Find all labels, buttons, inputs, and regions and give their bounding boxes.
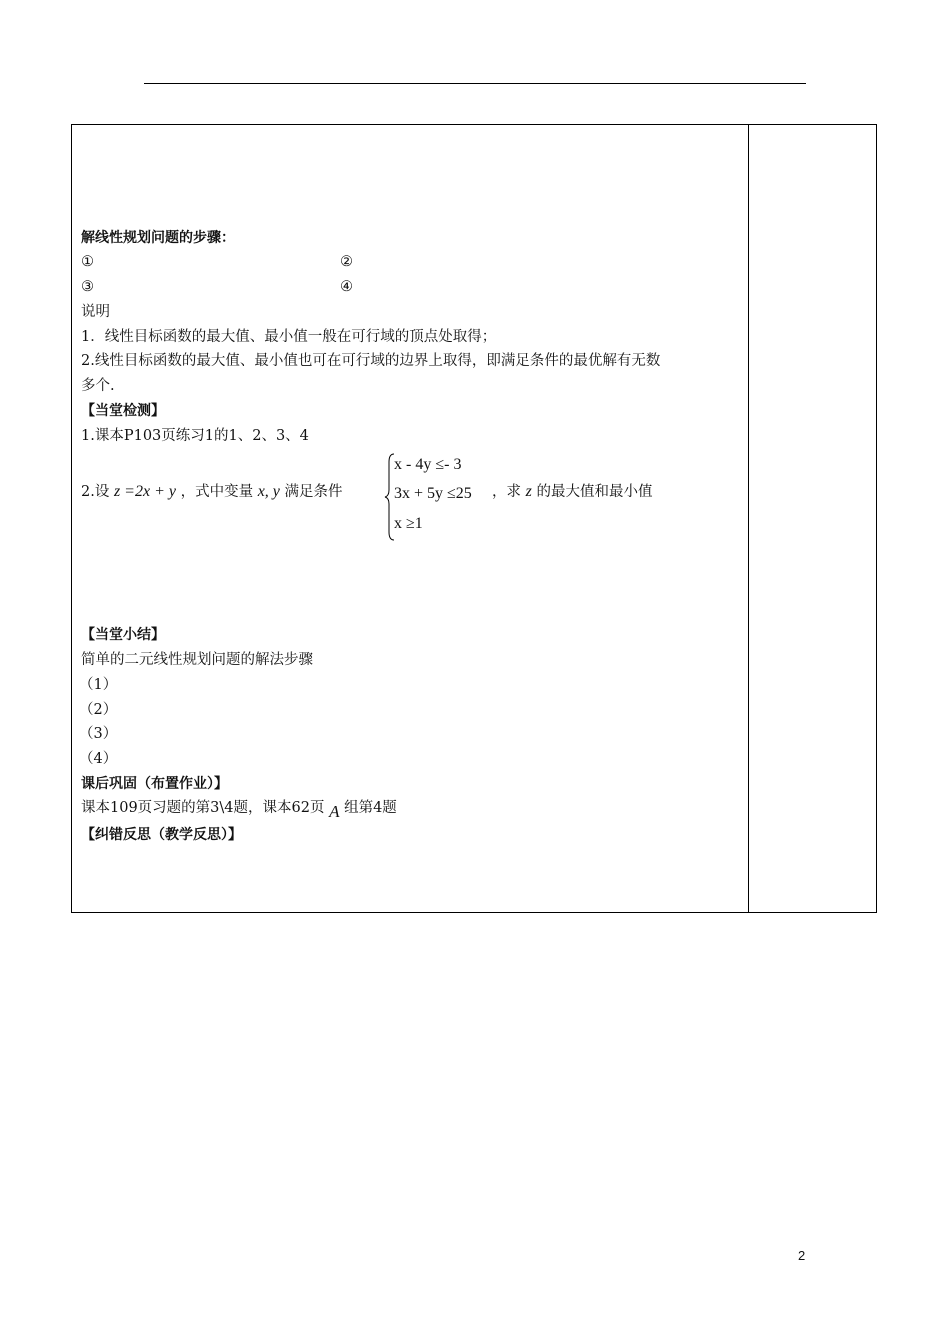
check-heading: 【当堂检测】 [81,403,165,419]
homework-heading: 课后巩固（布置作业）】 [81,776,228,792]
summary-intro: 简单的二元线性规划问题的解法步骤 [81,652,313,668]
constraint-2: 3x + 5y ≤25 [394,485,472,502]
step-3-marker: ③ [81,279,94,295]
constraint-1: x - 4y ≤- 3 [394,456,462,473]
steps-heading: 解线性规划问题的步骤： [81,230,235,246]
summary-step-4: （4） [79,751,118,767]
q2-suffix-b: 的最大值和最小值 [536,484,653,500]
homework-group-letter: A [329,802,340,821]
homework-text [81,797,397,821]
q2-suffix [492,482,652,502]
summary-heading: 【当堂小结】 [81,627,165,643]
page-number: 2 [798,1248,806,1263]
q2-condition-label: 满足条件 [284,484,343,500]
note-2: 2.线性目标函数的最大值、最小值也可在可行域的边界上取得，即满足条件的最优解有无数 [81,353,661,369]
notes-title: 说明 [81,304,110,320]
note-2-continued: 多个. [81,378,115,394]
q2-suffix-a: ，求 [492,484,521,500]
homework-text-b: 组第4题 [344,800,397,816]
note-1: 1．线性目标函数的最大值、最小值一般在可行域的顶点处取得； [81,329,497,345]
summary-step-2: （2） [79,702,118,718]
summary-step-1: （1） [79,677,118,693]
q2-z: z [525,483,532,500]
table-column-divider [748,124,749,913]
header-rule [144,83,806,84]
reflection-heading: 【纠错反思（教学反思）】 [81,827,242,843]
summary-step-3: （3） [79,726,118,742]
check-question-2 [81,482,343,502]
q2-mid: ，式中变量 [180,484,254,500]
step-2-marker: ② [340,254,353,270]
step-4-marker: ④ [340,279,353,295]
q2-prefix: 2.设 [81,484,110,500]
q2-variables: x, y [257,483,280,500]
homework-text-a: 课本109页习题的第3\4题，课本62页 [81,800,325,816]
constraint-3: x ≥1 [394,515,423,532]
q2-objective-function: z =2x + y [113,483,176,500]
check-question-1: 1.课本P103页练习1的1、2、3、4 [81,428,309,444]
step-1-marker: ① [81,254,94,270]
